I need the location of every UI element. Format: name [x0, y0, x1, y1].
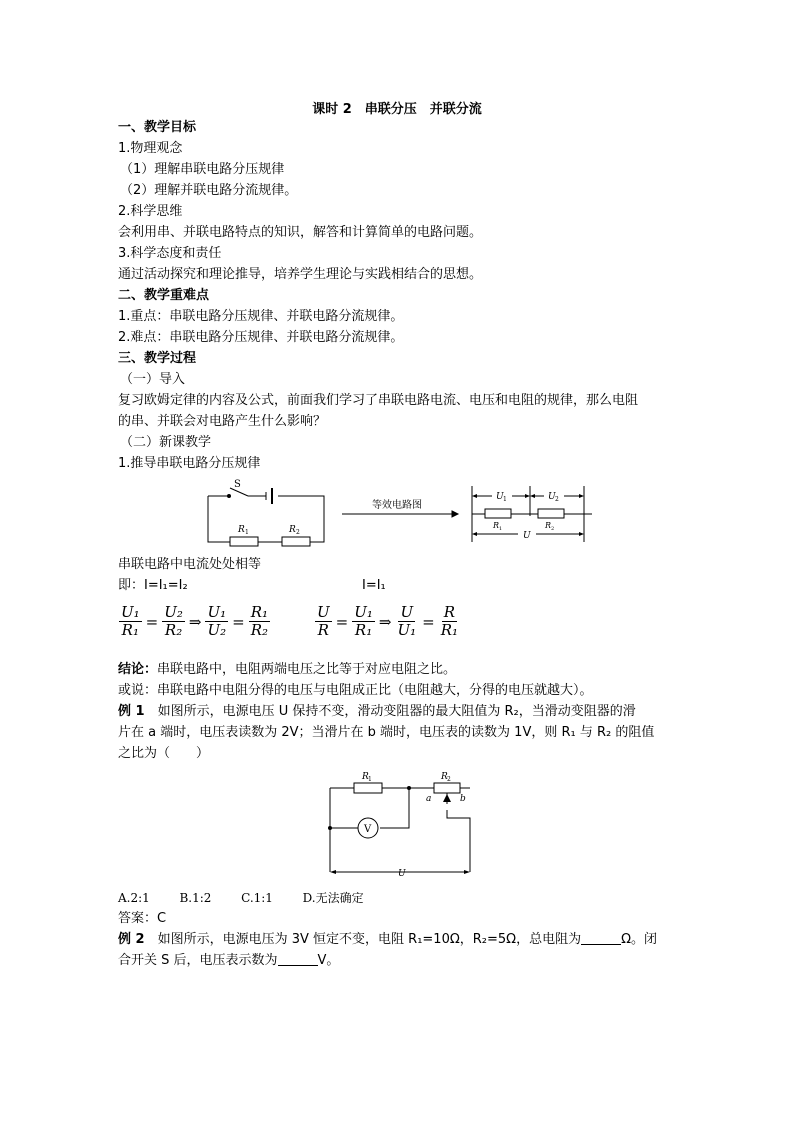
example-2-text-1a: 如图所示，电源电压为 3V 恒定不变，电阻 R₁=10Ω，R₂=5Ω，总电阻为	[157, 932, 582, 947]
u1-sub: 1	[503, 496, 507, 503]
u2-label: U	[548, 492, 556, 502]
r1-sub: 1	[245, 529, 249, 536]
example-2-label: 例 2	[118, 932, 145, 947]
u-label: U	[523, 531, 531, 541]
goal-attitude: 3.科学态度和责任	[118, 246, 222, 261]
f1-d-num: R₁	[250, 603, 269, 621]
voltmeter-label: V	[364, 824, 372, 835]
f1-d-den: R₂	[250, 621, 269, 639]
intro-line-1: 复习欧姆定律的内容及公式，前面我们学习了串联电路电流、电压和电阻的规律，那么电阻	[118, 393, 639, 408]
eq-r1-label: R	[493, 521, 500, 530]
resistor-r2	[282, 537, 310, 546]
example-1-line-2: 片在 a 端时，电压表读数为 2V；当滑片在 b 端时，电压表的读数为 1V，则 R₁ 与 R₂ 的阻值	[118, 725, 655, 740]
f2-arrow: ⇒	[378, 612, 392, 631]
alt-statement: 或说：串联电路中电阻分得的电压与电阻成正比（电阻越大，分得的电压就越大）。	[118, 683, 593, 698]
example-2-line-2	[118, 951, 339, 971]
intro-line-2: 的串、并联会对电路产生什么影响？	[118, 414, 327, 429]
option-d[interactable]: D.无法确定	[302, 891, 364, 905]
derive-heading: 1.推导串联电路分压规律	[118, 456, 261, 471]
goal-2a: 会利用串、并联电路特点的知识，解答和计算简单的电路问题。	[118, 225, 483, 240]
answer: 答案：C	[118, 911, 167, 926]
formula-voltage-ratio	[118, 604, 271, 639]
goal-physics-concept: 1.物理观念	[118, 141, 183, 156]
part-intro: （一）导入	[120, 372, 186, 387]
resistor-r1	[230, 537, 258, 546]
f2-a-num: U	[317, 603, 330, 621]
f2-eq-1: =	[335, 612, 349, 631]
fig2-r2-label: R	[441, 772, 448, 782]
eq-r2-sub: 2	[551, 526, 555, 532]
eq-current-2: I=I₁	[362, 578, 386, 593]
section-key-points: 二、教学重难点	[118, 288, 210, 303]
example-1-label: 例 1	[118, 704, 145, 719]
example-2-text-2a: 合开关 S 后，电压表示数为	[118, 953, 278, 968]
eq-r2-label: R	[545, 521, 552, 530]
f1-arrow: ⇒	[188, 612, 202, 631]
f1-a-num: U₁	[121, 603, 140, 621]
f1-eq-1: =	[145, 612, 159, 631]
blank-total-resistance[interactable]	[581, 930, 621, 945]
option-a[interactable]: A.2:1	[118, 891, 150, 905]
fig2-u-label: U	[398, 869, 406, 879]
f1-b-den: R₂	[164, 621, 183, 639]
terminal-b: b	[460, 794, 466, 804]
goal-1a: （1）理解串联电路分压规律	[120, 162, 285, 177]
conclusion-text: 串联电路中，电阻两端电压之比等于对应电阻之比。	[157, 662, 457, 677]
fig2-r1-sub: 1	[368, 776, 372, 783]
f1-b-num: U₂	[164, 603, 183, 621]
rheostat-circuit-figure	[320, 768, 480, 886]
section-objectives: 一、教学目标	[118, 120, 197, 135]
series-circuit-figure	[200, 476, 600, 552]
difficult-point: 2.难点：串联电路分压规律、并联电路分流规律。	[118, 330, 404, 345]
example-2-text-1b: Ω。闭	[621, 932, 658, 947]
formula-total-ratio	[314, 604, 461, 639]
fig2-rheostat-r2	[434, 783, 460, 793]
option-b[interactable]: B.1:2	[179, 891, 212, 905]
blank-voltmeter-reading[interactable]	[278, 951, 318, 966]
terminal-a: a	[426, 794, 432, 804]
slider-arrow	[443, 794, 451, 802]
f1-c-num: U₁	[207, 603, 227, 621]
f2-d-den: R₁	[440, 621, 459, 639]
conclusion	[118, 660, 456, 680]
current-equal: 串联电路中电流处处相等	[118, 557, 262, 572]
node-left	[328, 826, 332, 830]
options	[118, 888, 364, 908]
r2-label: R	[289, 525, 296, 535]
f2-a-den: R	[317, 621, 329, 639]
eq-resistor-r2	[538, 509, 564, 518]
node-top	[407, 786, 411, 790]
switch-label: S	[234, 479, 241, 490]
fig2-r2-sub: 2	[447, 776, 451, 783]
r2-sub: 2	[296, 529, 300, 536]
u2-sub: 2	[555, 496, 559, 503]
f2-eq-2: =	[422, 612, 435, 631]
f2-d-num: R	[443, 603, 455, 621]
goal-3a: 通过活动探究和理论推导，培养学生理论与实践相结合的思想。	[118, 267, 483, 282]
goal-scientific-thinking: 2.科学思维	[118, 204, 183, 219]
arrow-head	[452, 511, 458, 517]
section-process: 三、教学过程	[118, 351, 197, 366]
arrow-label: 等效电路图	[372, 500, 422, 511]
example-2-text-2b: V。	[317, 953, 340, 968]
key-point: 1.重点：串联电路分压规律、并联电路分流规律。	[118, 309, 404, 324]
conclusion-label: 结论：	[118, 662, 158, 677]
option-c[interactable]: C.1:1	[241, 891, 273, 905]
example-1-line-3: 之比为（ ）	[118, 746, 210, 761]
f1-c-den: U₂	[207, 621, 227, 639]
eq-series-current: 即：I=I₁=I₂	[118, 578, 188, 593]
f2-c-den: U₁	[397, 621, 417, 639]
eq-resistor-r1	[485, 509, 511, 518]
u1-label: U	[496, 492, 504, 502]
fig2-r1-label: R	[362, 772, 369, 782]
f2-c-num: U	[400, 603, 414, 621]
f1-a-den: R₁	[121, 621, 139, 639]
part-new-lesson: （二）新课教学	[120, 435, 212, 450]
f2-b-den: R₁	[354, 621, 373, 639]
f2-b-num: U₁	[354, 603, 373, 621]
example-2-line-1	[118, 930, 657, 950]
r1-label: R	[238, 525, 245, 535]
page-title: 课时 2 串联分压 并联分流	[312, 102, 482, 117]
fig2-resistor-r1	[354, 783, 382, 793]
f1-eq-2: =	[232, 612, 245, 631]
eq-r1-sub: 1	[499, 526, 503, 532]
example-1-line-1	[118, 702, 636, 722]
example-1-text-1: 如图所示，电源电压 U 保持不变，滑动变阻器的最大阻值为 R₂，当滑动变阻器的滑	[157, 704, 636, 719]
goal-1b: （2）理解并联电路分流规律。	[120, 183, 298, 198]
